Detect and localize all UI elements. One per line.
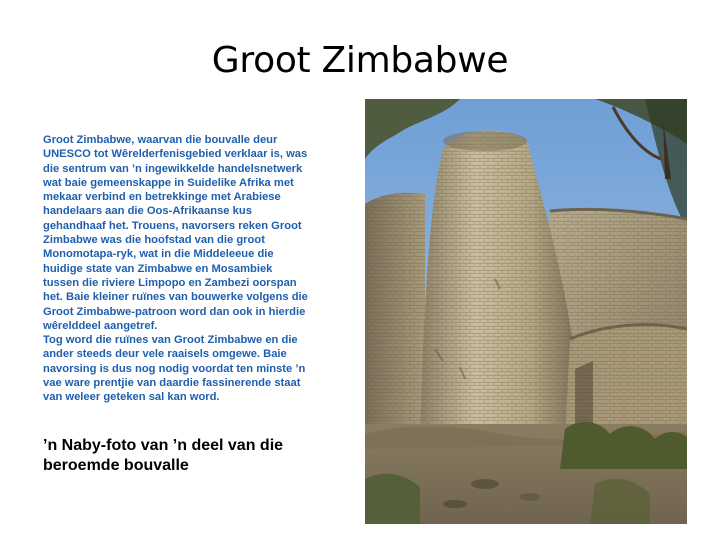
body-text xyxy=(43,133,311,405)
paragraph-1: Groot Zimbabwe, waarvan die bouvalle deur UNESCO tot Wêrelderfenisgebied verklaar is, was die sentrum van ’n ingewikkelde handelsnetwerk wat baie gemeenskappe in Suidelike Afrika met mekaar verbind en betrekkinge met Arabiese handelaars aan die Oos-Afrikaanse kus gehandhaaf het. Trouens, navorsers reken Groot Zimbabwe was die hoofstad van die groot Monomotapa-ryk, wat in die Middeleeue die huidige state van Zimbabwe en Mosambiek tussen die riviere Limpopo en Zambezi oorspan het. Baie kleiner ruïnes van bouwerke volgens die Groot Zimbabwe-patroon word dan ook in hierdie wêrelddeel aangetref. xyxy=(43,134,308,332)
ruins-photo xyxy=(365,99,687,524)
slide-title: Groot Zimbabwe xyxy=(211,40,509,81)
photo-caption: ’n Naby-foto van ’n deel van die beroemde bouvalle xyxy=(43,437,284,474)
paragraph-2: Tog word die ruïnes van Groot Zimbabwe en die ander steeds deur vele raaisels omgewe. Baie navorsing is dus nog nodig voordat ten minste ’n vae ware prentjie van daardie fassinerende staat van weleer geteken sal kan word. xyxy=(43,334,306,404)
